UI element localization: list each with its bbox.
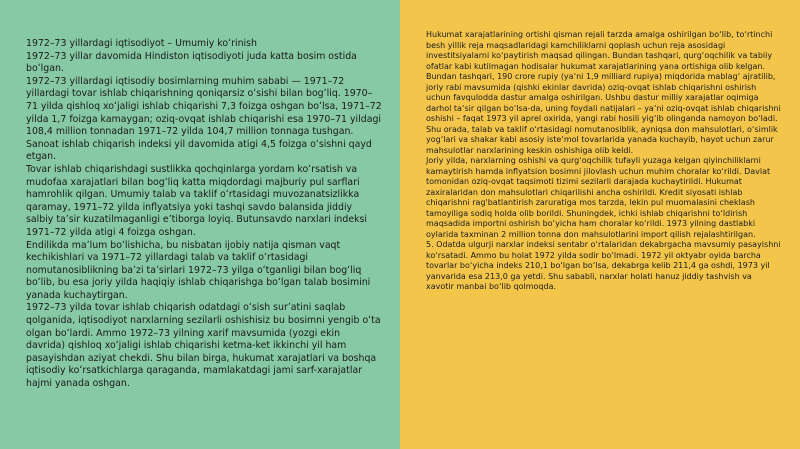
right-panel <box>400 0 800 449</box>
right-paragraph-2: Bundan tashqari, 190 crore rupiy (yaʼni 1,9 milliard rupiya) miqdorida mablagʻ ajratilib, joriy rabi mavsumida (qishki ekinlar davrida) oziq-ovqat ishlab chiqarishni oshirish uchun favqulodda dastur amalga oshirilgan. Ushbu dastur milliy xarajatlar oqimiga darhol taʼsir qilgan boʻlsa-da, uning foydali natijalari – yaʼni oziq-ovqat ishlab chiqarishni oshishi – faqat 1973 yil aprel oxirida, yangi rabi hosili yigʻib olinganda namoyon boʻladi. <box>426 72 781 123</box>
right-paragraph-3: Shu orada, talab va taklif oʻrtasidagi nomutanosiblik, ayniqsa don mahsulotlari, oʻsimlik yogʻlari va shakar kabi asosiy isteʼmol tovarlarida yanada kuchayib, hayot uchun zarur mahsulotlar narxlarining keskin oshishiga olib keldi. <box>426 124 778 155</box>
right-paragraph-4: Joriy yilda, narxlarning oshishi va qurgʻoqchilik tufayli yuzaga kelgan qiyinchiliklarni kamaytirish hamda inflyatsion bosimni jilovlash uchun muhim choralar koʻrildi. Davlat tomonidan oziq-ovqat taqsimoti tizimi sezilarli darajada kuchaytirildi. Hukumat zaxiralaridan don mahsulotlari chiqarilishi ancha oshirildi. Kredit siyosati ishlab chiqarishni rag'batlantirish zaruratiga mos tarzda, lekin pul muomalasini cheklash tamoyiliga sodiq holda olib borildi. Shuningdek, ichki ishlab chiqarishni toʻldirish maqsadida importni oshirish boʻyicha ham choralar koʻrildi. 1973 yilning dastlabki oylarida taxminan 2 million tonna don mahsulotlarini import qilish rejalashtirilgan. <box>426 156 771 239</box>
left-paragraph-3: Tovar ishlab chiqarishdagi sustlikka qochqinlarga yordam koʻrsatish va mudofaa xarajatlari bilan bogʻliq katta miqdordagi majburiy pul sarflari hamrohlik qilgan. Umumiy talab va taklif oʻrtasidagi muvozanatsizlikka qaramay, 1971–72 yilda inflyatsiya yoki tashqi savdo balansida jiddiy salbiy taʼsir kuzatilmaganligi eʼtiborga loyiq. Butunsavdo narxlari indeksi 1971–72 yilda atigi 4 foizga oshgan. <box>26 163 368 238</box>
right-paragraph-1: Hukumat xarajatlarining ortishi qisman rejali tarzda amalga oshirilgan boʻlib, toʻrtinchi besh yillik reja maqsadlaridagi kamchiliklarni qoplash uchun reja asosidagi investitsiyalarni koʻpaytirish maqsad qilingan. Bundan tashqari, qurgʻoqchilik va tabiiy ofatlar kabi kutilmagan hodisalar hukumat xarajatlarining yana ortishiga olib kelgan. <box>426 30 773 71</box>
left-paragraph-1: 1972–73 yillar davomida Hindiston iqtisodiyoti juda katta bosim ostida boʻlgan. <box>26 50 357 75</box>
left-paragraph-2: 1972–73 yillardagi iqtisodiy bosimlarning muhim sababi — 1971–72 yillardagi tovar ishlab chiqarishning qoniqarsiz oʻsishi bilan bogʻliq. 1970–71 yilda qishloq xoʻjaligi ishlab chiqarishi 7,3 foizga oshgan boʻlsa, 1971–72 yilda 1,7 foizga kamaygan; oziq-ovqat ishlab chiqarishi esa 1970–71 yildagi 108,4 million tonnadan 1971–72 yilda 104,7 million tonnaga tushgan. Sanoat ishlab chiqarish indeksi yil davomida atigi 4,5 foizga oʻsishni qayd etgan. <box>26 75 382 163</box>
left-paragraph-5: 1972–73 yilda tovar ishlab chiqarish odatdagi oʻsish surʼatini saqlab qolganida, iqtisodiyot narxlarning sezilarli oshishisiz bu bosimni yengib oʻta olgan boʻlardi. Ammo 1972–73 yilning xarif mavsumida (yozgi ekin davrida) qishloq xoʻjaligi ishlab chiqarishi ketma-ket ikkinchi yil ham pasayishdan aziyat chekdi. Shu bilan birga, hukumat xarajatlari va boshqa iqtisodiy koʻrsatkichlarga qaraganda, mamlakatdagi jami sarf-xarajatlar hajmi yanada oshgan. <box>26 302 381 390</box>
right-paragraph-5: 5. Odatda ulgurji narxlar indeksi sentabr oʻrtalaridan dekabrgacha mavsumiy pasayishni koʻrsatadi. Ammo bu holat 1972 yilda sodir boʻlmadi. 1972 yil oktyabr oyida barcha tovarlar boʻyicha indeks 210,1 boʻlgan boʻlsa, dekabrga kelib 211,4 ga oshdi, 1973 yil yanvarida esa 213,0 ga yetdi. Shu sababli, narxlar holati hanuz jiddiy tashvish va xavotir manbai boʻlib qolmoqda. <box>426 240 781 291</box>
left-paragraph-4: Endilikda maʼlum boʻlishicha, bu nisbatan ijobiy natija qisman vaqt kechikishlari va 1971–72 yillardagi talab va taklif oʻrtasidagi nomutanosiblikning baʼzi taʼsirlari 1972–73 yilga oʻtganligi bilan bogʻliq boʻlib, bu esa joriy yilda haqiqiy ishlab chiqarishga boʻlgan talab bosimini yanada kuchaytirgan. <box>26 239 371 301</box>
left-title: 1972–73 yillardagi iqtisodiyot – Umumiy koʻrinish <box>26 38 257 49</box>
